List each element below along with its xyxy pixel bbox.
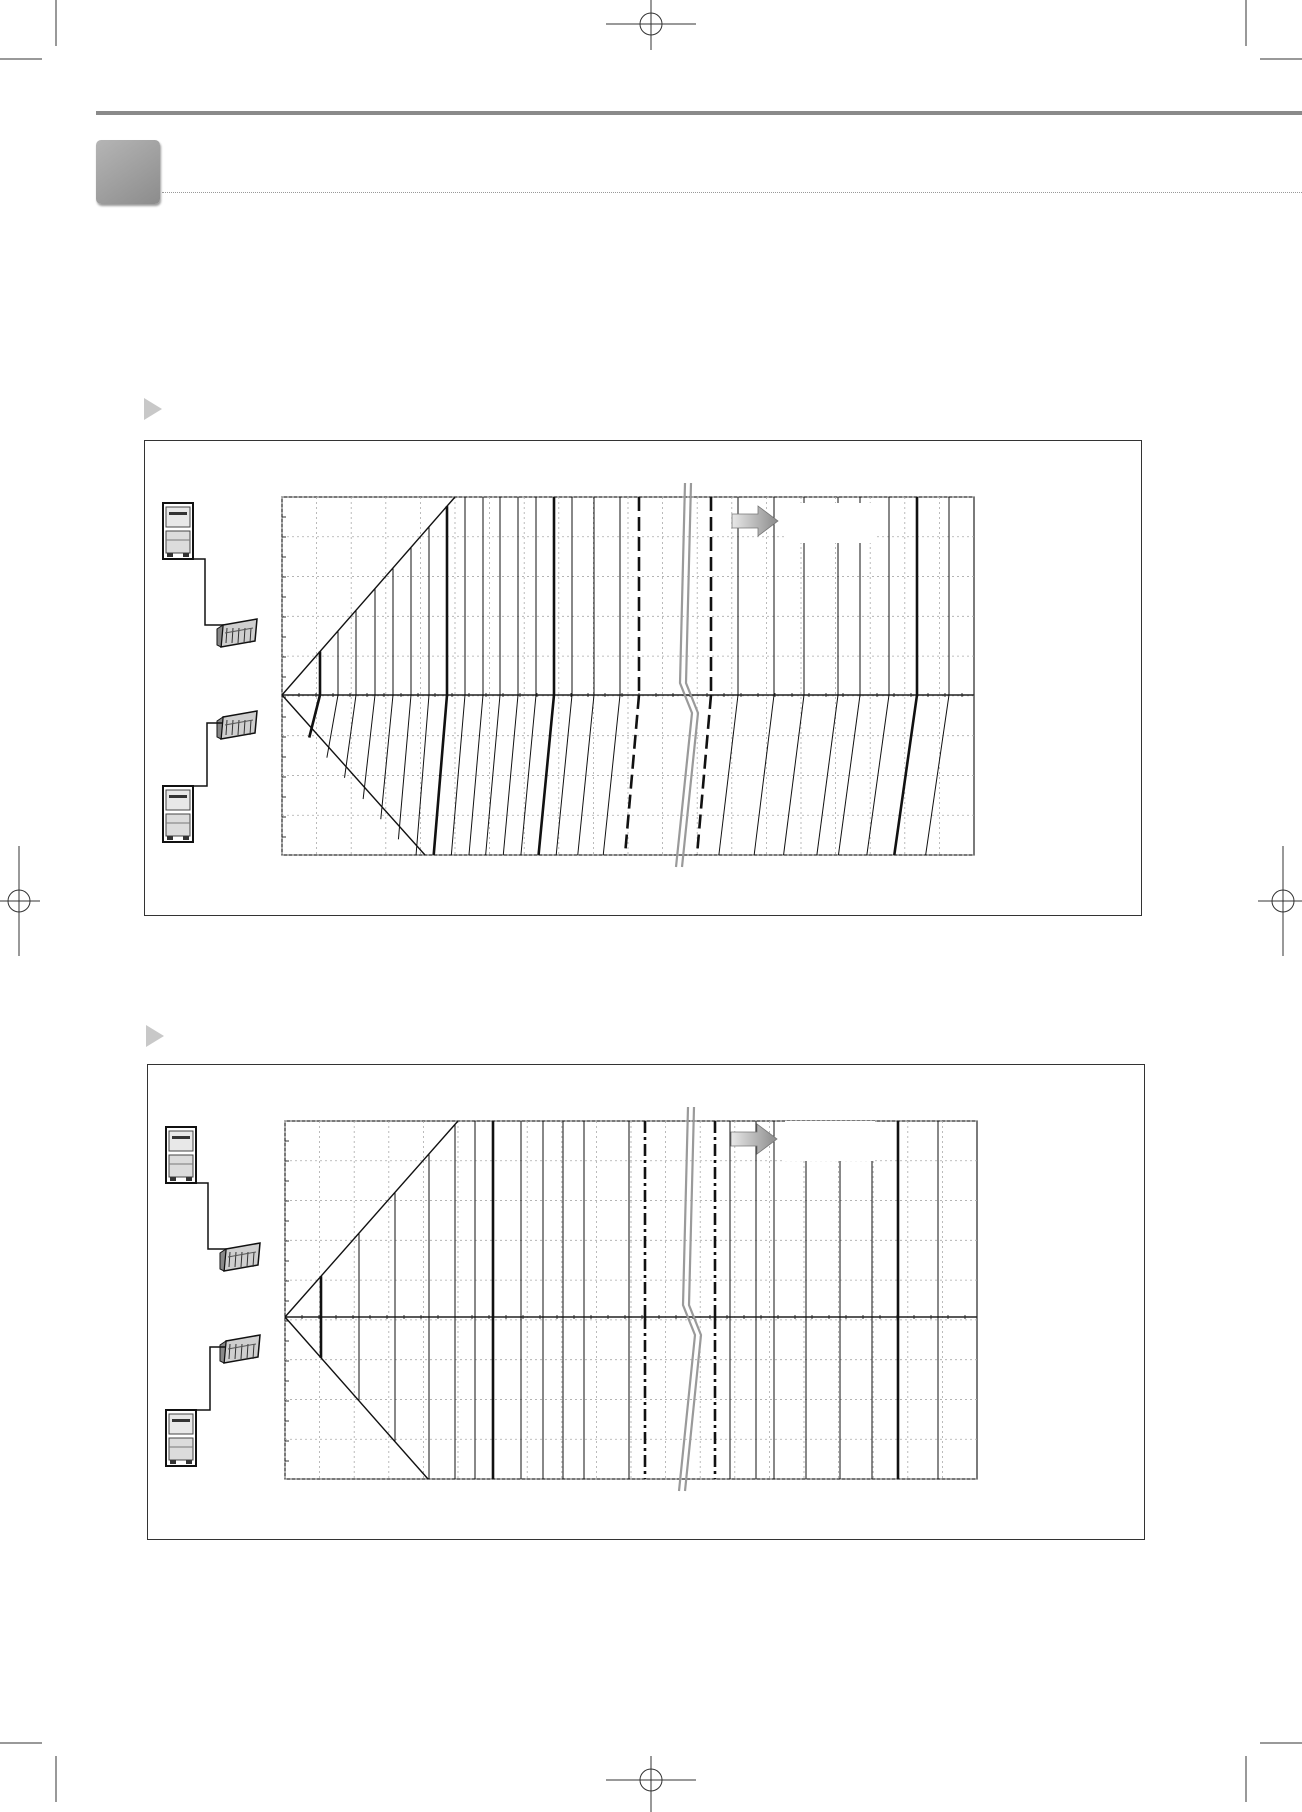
bullet-icon bbox=[144, 398, 162, 420]
grid-frame bbox=[282, 497, 974, 855]
registration-mark-icon bbox=[1258, 846, 1302, 956]
registration-mark-icon bbox=[0, 846, 40, 956]
outdoor-unit-icon bbox=[166, 1127, 196, 1183]
diagram-panel-1 bbox=[144, 440, 1142, 916]
grid-frame bbox=[285, 1121, 977, 1479]
diagram-1 bbox=[145, 441, 1141, 915]
arrow-label-area bbox=[786, 503, 876, 543]
cassette-indoor-unit-icon bbox=[220, 1243, 260, 1271]
registration-mark-icon bbox=[606, 1752, 696, 1812]
diagram-2 bbox=[148, 1065, 1144, 1539]
pipe-connector bbox=[188, 1183, 226, 1249]
outdoor-unit-icon bbox=[163, 786, 193, 842]
bullet-icon bbox=[146, 1025, 164, 1047]
arrow-label-area bbox=[785, 1121, 875, 1161]
outdoor-unit-icon bbox=[163, 503, 193, 559]
outdoor-unit-icon bbox=[166, 1410, 196, 1466]
section-number-box bbox=[96, 140, 160, 204]
diagram-panel-2 bbox=[147, 1064, 1145, 1540]
header-bar bbox=[96, 111, 1302, 115]
section-dotted-rule bbox=[162, 192, 1302, 193]
cassette-indoor-unit-icon bbox=[220, 1335, 260, 1363]
pipe-connector bbox=[185, 559, 223, 625]
cassette-indoor-unit-icon bbox=[217, 711, 257, 739]
registration-mark-icon bbox=[606, 0, 696, 60]
cassette-indoor-unit-icon bbox=[217, 619, 257, 647]
